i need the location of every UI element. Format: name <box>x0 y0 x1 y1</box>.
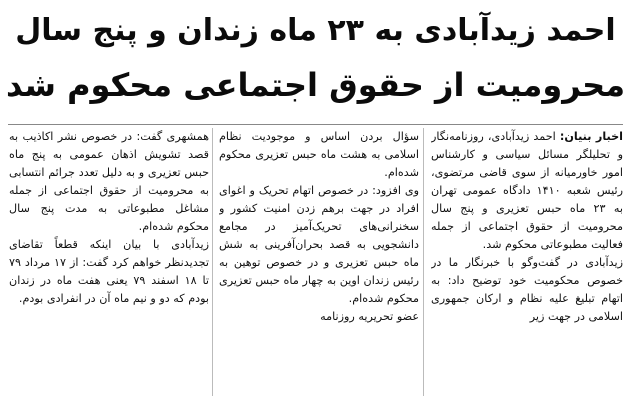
paragraph <box>431 128 623 254</box>
column-divider <box>212 128 213 396</box>
paragraph-text: احمد زیدآبادی، روزنامه‌نگار و تحلیلگر مسائل سیاسی و کارشناس امور خاورمیانه از سوی قاضی مرتضوی، رئیس شعبه ۱۴۱۰ دادگاه عمومی تهران به ۲۳ ماه حبس تعزیری و پنج سال محرومیت از حقوق اجتماعی از جمله فعالیت مطبوعاتی محکوم شد. <box>431 130 623 251</box>
column-divider <box>423 128 424 396</box>
paragraph: عضو تحریریه روزنامه <box>320 310 419 323</box>
paragraph: همشهری گفت: در خصوص نشر اکاذیب به قصد تشویش اذهان عمومی به پنج ماه حبس تعزیری و به دلیل تعدد جرائم انتسابی به محرومیت از حقوق اجتماعی از جمله مشاغل مطبوعاتی به مدت پنج سال محکوم شده‌ام. <box>9 130 209 233</box>
paragraph: زیدآبادی با بیان اینکه قطعاً تقاضای تجدیدنظر خواهم کرد گفت: از ۱۷ مرداد ۷۹ تا ۱۸ اسفند ۷۹ یعنی هفت ماه در زندان بودم که دو و نیم ماه آن در انفرادی بودم. <box>9 238 209 305</box>
headline-line-1: احمد زیدآبادی به ۲۳ ماه زندان و پنج سال <box>15 13 616 48</box>
article-column-middle <box>219 128 419 400</box>
headline-divider <box>8 124 623 125</box>
headline-line-2: محرومیت از حقوق اجتماعی محکوم شد <box>5 66 625 104</box>
headline <box>6 4 625 122</box>
paragraph: وی افزود: در خصوص اتهام تحریک و اغوای افراد در جهت برهم زدن امنیت کشور و سخنرانی‌های تحریک‌آمیز در مجامع دانشجویی به قصد بحران‌آفرینی به شش ماه حبس تعزیری و در خصوص توهین به رئیس زندان اوین به چهار ماه حبس تعزیری محکوم شده‌ام. <box>219 184 419 305</box>
article-column-right <box>431 128 623 400</box>
paragraph: سؤال بردن اساس و موجودیت نظام اسلامی به هشت ماه حبس تعزیری محکوم شده‌ام. <box>219 130 419 179</box>
paragraph: زیدآبادی در گفت‌وگو با خبرنگار ما در خصوص محکومیت خود توضیح داد: به اتهام تبلیغ علیه نظام و ارکان جمهوری اسلامی در جهت زیر <box>431 256 623 323</box>
article-column-left <box>9 128 209 400</box>
news-agency-lead: اخبار بنیان: <box>559 130 623 143</box>
